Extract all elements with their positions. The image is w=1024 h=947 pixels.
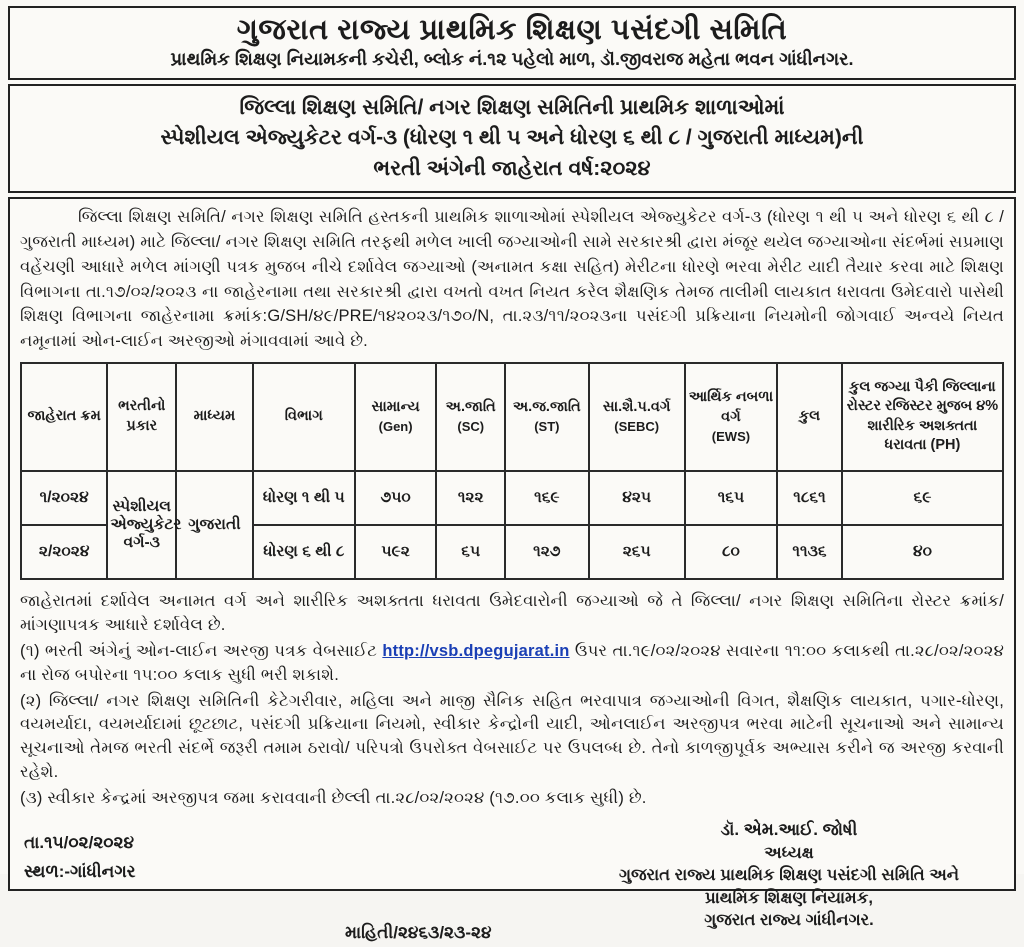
col-header-sublabel: (EWS): [711, 428, 751, 444]
note-2: (૨) જિલ્લા/ નગર શિક્ષણ સમિતિની કેટેગરીવાર, મહિલા અને માજી સૈનિક સહિત ભરવાપાત્ર જગ્યાઓની વિગત, શૈક્ષણિક લાયકાત, પગાર-ધોરણ, વયમર્યાદા, વયમર્યાદામાં છૂટછાટ, પસંદગી પ્રક્રિયાના નિયમો, સ્વીકાર કેન્દ્રોની યાદી, ઓનલાઈન અરજીપત્ર ભરવા માટેની સૂચનાઓ અને સામાન્ય સૂચનાઓ તેમજ ભરતી સંદર્ભે જરૂરી તમામ ઠરાવો/ પરિપત્રો ઉપરોક્ત વેબસાઈટ પર ઉપલબ્ધ છે. તેનો કાળજીપૂર્વક અભ્યાસ કરીને જ અરજી કરવાની રહેશે.: [20, 691, 1004, 782]
note-1-text-after: ઉપર તા.૧૯/૦૨/૨૦૨૪ સવારના ૧૧:૦૦ કલાકથી તા.૨૮/૦૨/૨૦૨૪ ના રોજ બપોરના ૧૫:૦૦ કલાક સુધી ભરી શકાશે.: [20, 641, 1005, 684]
signatory-designation: અધ્યક્ષ: [764, 844, 814, 863]
cell-division: ધોરણ ૬ થી ૮: [253, 525, 355, 579]
col-header-sublabel: (SC): [457, 418, 485, 434]
org-header: [8, 6, 1016, 80]
cell-recruitment-type: સ્પેશીયલ એજ્યુકેટર વર્ગ-૩: [107, 471, 176, 579]
cell-sc: ૧૨૨: [436, 471, 505, 525]
col-header-sublabel: (ST): [534, 418, 560, 434]
cell-ad-no: ૨/૨૦૨૪: [21, 525, 107, 579]
col-header-sebc: [589, 363, 685, 471]
advertisement-title-line3: ભરતી અંગેની જાહેરાત વર્ષ:૨૦૨૪: [373, 156, 651, 180]
signatory-org-line1: ગુજરાત રાજ્ય પ્રાથમિક શિક્ષણ પસંદગી સમિતિ અને: [618, 866, 960, 885]
signatory-name: ડૉ. એમ.આઈ. જોષી: [720, 820, 858, 840]
footer-date-place: [24, 829, 136, 887]
col-header-label: વિભાગ: [284, 408, 323, 425]
cell-sc: ૬૫: [436, 525, 505, 579]
advertisement-title-line2: સ્પેશીયલ એજ્યુકેટર વર્ગ-૩ (ધોરણ ૧ થી ૫ અને ધોરણ ૬ થી ૮ / ગુજરાતી માધ્યમ)ની: [160, 126, 864, 150]
advertisement-title-box: [8, 84, 1016, 193]
cell-general: ૫૯૨: [355, 525, 437, 579]
col-header-division: [253, 363, 355, 471]
notes-section: [20, 590, 1004, 811]
cell-ph: ૪૦: [842, 525, 1003, 579]
cell-sebc: ૨૬૫: [589, 525, 685, 579]
col-header-st: [505, 363, 588, 471]
cell-medium: ગુજરાતી: [176, 471, 253, 579]
col-header-label: સામાન્ય: [371, 399, 420, 416]
org-title: ગુજરાત રાજ્ય પ્રાથમિક શિક્ષણ પસંદગી સમિતિ: [236, 14, 788, 46]
col-header-sublabel: (SEBC): [614, 418, 660, 434]
note-1: [20, 640, 1004, 688]
col-header-medium: [176, 363, 253, 471]
notice-body: [8, 197, 1016, 943]
col-header-label: આર્થિક નબળા વર્ગ: [688, 389, 774, 426]
roster-note: જાહેરાતમાં દર્શાવેલ અનામત વર્ગ અને શારીરિક અશક્તતા ધરાવતા ઉમેદવારોની જગ્યાઓ જે તે જિલ્લા/ નગર શિક્ષણ સમિતિના રોસ્ટર ક્રમાંક/ માંગણાપત્રક આધારે દર્શાવેલ છે.: [20, 591, 1004, 634]
col-header-label: અ.જ.જાતિ: [512, 399, 581, 416]
reference-number: માહિતી/૨૪૬૩/૨૩-૨૪: [345, 923, 492, 943]
notice-place: સ્થળ:-ગાંધીનગર: [24, 862, 136, 881]
col-header-label: અ.જાતિ: [445, 399, 496, 416]
col-header-label: સા.શૈ.પ.વર્ગ: [602, 399, 671, 416]
col-header-general: [355, 363, 437, 471]
cell-st: ૧૬૯: [505, 471, 588, 525]
col-header-ad-no: [21, 363, 107, 471]
org-address: પ્રાથમિક શિક્ષણ નિયામકની કચેરી, બ્લોક નં.૧૨ પહેલો માળ, ડૉ.જીવરાજ મહેતા ભવન ગાંધીનગર.: [170, 49, 854, 69]
col-header-label: કુલ જગ્યા પૈકી જિલ્લાના રોસ્ટર રજિસ્ટર મુજબ ૪% શારીરિક અશક્તતા ધરાવતા (PH): [846, 378, 999, 454]
cell-ph: ૬૯: [842, 471, 1003, 525]
col-header-ph: [842, 363, 1003, 471]
cell-ad-no: ૧/૨૦૨૪: [21, 471, 107, 525]
signatory-org-line3: ગુજરાત રાજ્ય ગાંધીનગર.: [704, 910, 874, 929]
notice-date: તા.૧૫/૦૨/૨૦૨૪: [24, 833, 135, 853]
website-link[interactable]: http://vsb.dpegujarat.in: [382, 641, 570, 660]
col-header-total: [777, 363, 842, 471]
cell-sebc: ૪૨૫: [589, 471, 685, 525]
note-1-text-before: (૧) ભરતી અંગેનું ઓન-લાઈન અરજી પત્રક વેબસાઈટ: [20, 641, 383, 660]
col-header-ews: [685, 363, 777, 471]
col-header-label: માધ્યમ: [193, 408, 236, 425]
col-header-label: જાહેરાત ક્રમ: [27, 408, 101, 425]
signatory-org-line2: પ્રાથમિક શિક્ષણ નિયામક,: [705, 888, 873, 907]
table-row: [21, 471, 1003, 525]
intro-paragraph: જિલ્લા શિક્ષણ સમિતિ/ નગર શિક્ષણ સમિતિ હસ્તકની પ્રાથમિક શાળાઓમાં સ્પેશીયલ એજ્યુકેટર વર્ગ-૩ (ધોરણ ૧ થી ૫ અને ધોરણ ૬ થી ૮ / ગુજરાતી માધ્યમ) માટે જિલ્લા/ નગર શિક્ષણ સમિતિ તરફથી મળેલ ખાલી જગ્યાઓની સામે સરકારશ્રી દ્વારા મંજૂર થયેલ જગ્યાઓના સંદર્ભમાં સપ્રમાણ વહેંચણી આધારે મળેલ માંગણી પત્રક મુજબ નીચે દર્શાવેલ જગ્યાઓ (અનામત કક્ષા સહિત) મેરીટના ધોરણે ભરવા મેરીટ યાદી તૈયાર કરવા માટે શિક્ષણ વિભાગના તા.૧૭/૦૨/૨૦૨૩ ના જાહેરનામા તથા સરકારશ્રી દ્વારા વખતો વખત નિયત કરેલ શૈક્ષણિક તેમજ તાલીમી લાયકાત ધરાવતા ઉમેદવારો પાસેથી શિક્ષણ વિભાગના જાહેરનામા ક્રમાંક:G/SH/૪૯/PRE/૧૪૨૦૨૩/૧૭૦/N, તા.૨૩/૧૧/૨૦૨૩ના પસંદગી પ્રક્રિયાના નિયમોની જોગવાઈ અન્વયે નિયત નમૂનામાં ઓન-લાઈન અરજીઓ મંગાવવામાં આવે છે.: [20, 208, 1004, 351]
col-header-sublabel: (Gen): [378, 418, 413, 434]
col-header-sc: [436, 363, 505, 471]
col-header-recruitment-type: [107, 363, 176, 471]
cell-ews: ૧૬૫: [685, 471, 777, 525]
signature-block: [574, 819, 1004, 931]
col-header-label: ભરતીનો પ્રકાર: [118, 398, 166, 434]
vacancy-table: [20, 362, 1004, 580]
note-3: (૩) સ્વીકાર કેન્દ્રમાં અરજીપત્ર જમા કરાવવાની છેલ્લી તા.૨૮/૦૨/૨૦૨૪ (૧૭.૦૦ કલાક સુધી) છે.: [20, 789, 647, 808]
table-header-row: [21, 363, 1003, 471]
cell-ews: ૮૦: [685, 525, 777, 579]
notice-footer: [20, 819, 1004, 947]
col-header-label: કુલ: [798, 408, 821, 425]
advertisement-title-line1: જિલ્લા શિક્ષણ સમિતિ/ નગર શિક્ષણ સમિતિની પ્રાથમિક શાળાઓમાં: [239, 96, 785, 119]
cell-total: ૧૮૬૧: [777, 471, 842, 525]
cell-general: ૭૫૦: [355, 471, 437, 525]
cell-total: ૧૧૩૬: [777, 525, 842, 579]
cell-st: ૧૨૭: [505, 525, 588, 579]
cell-division: ધોરણ ૧ થી ૫: [253, 471, 355, 525]
